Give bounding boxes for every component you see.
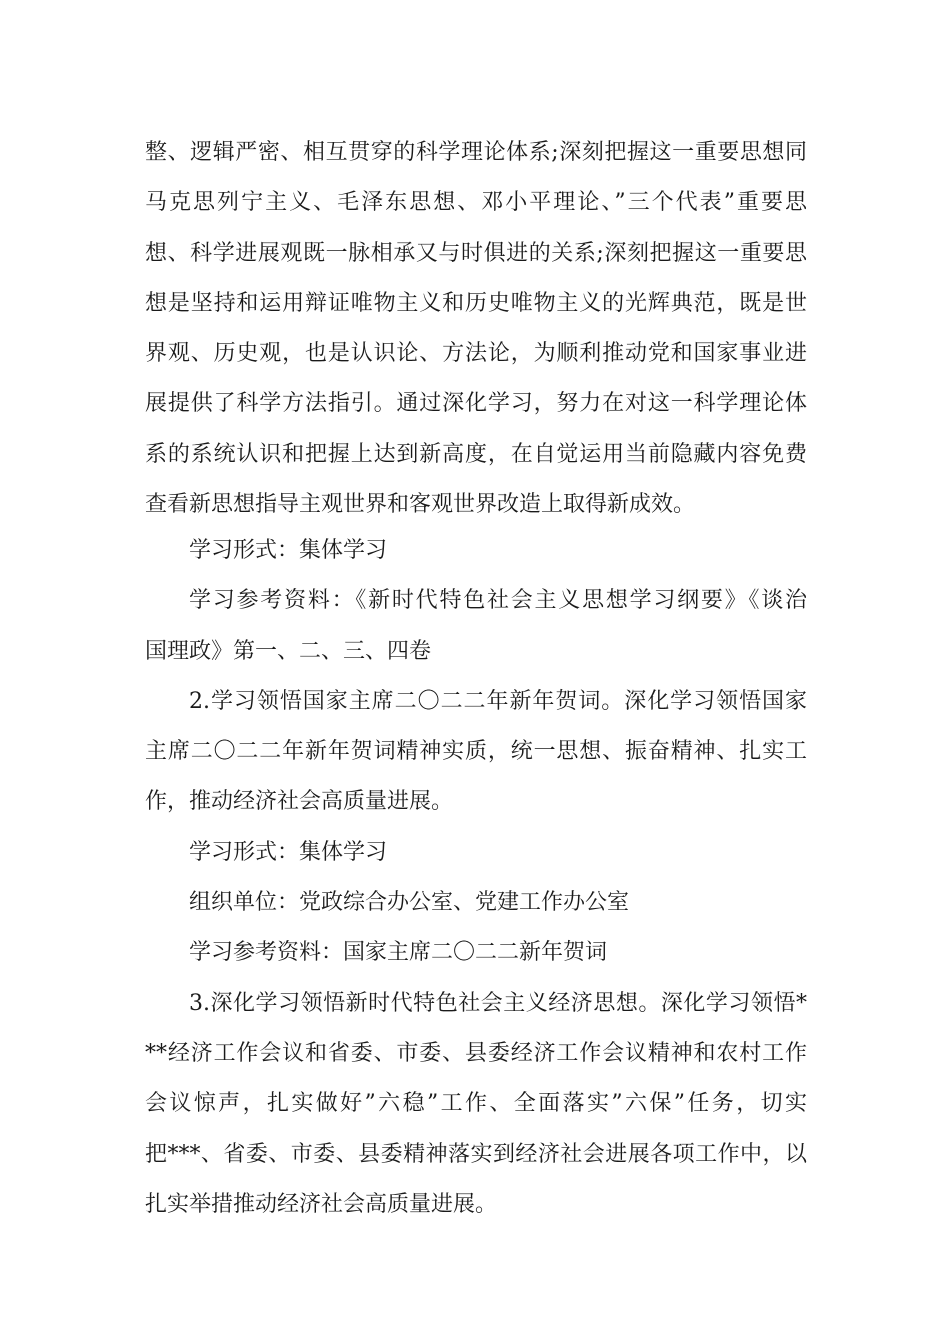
text-line: 展提供了科学方法指引。通过深化学习，努力在对这一科学理论体	[145, 391, 807, 417]
reference-material-line: 学习参考资料：国家主席二〇二二新年贺词	[189, 940, 608, 966]
item-3-heading-line: 3.深化学习领悟新时代特色社会主义经济思想。深化学习领悟*	[189, 990, 807, 1016]
text-line: 作，推动经济社会高质量进展。	[145, 789, 454, 815]
item-2-heading-line: 2.学习领悟国家主席二〇二二年新年贺词。深化学习领悟国家	[189, 688, 807, 714]
reference-material-line: 学习参考资料：《新时代特色社会主义思想学习纲要》《谈治	[189, 588, 807, 614]
body-text-upper	[145, 128, 807, 530]
text-line: 整、逻辑严密、相互贯穿的科学理论体系;深刻把握这一重要思想同	[145, 140, 807, 165]
text-line: 想是坚持和运用辩证唯物主义和历史唯物主义的光辉典范，既是世	[145, 290, 807, 316]
organizer-line: 组织单位：党政综合办公室、党建工作办公室	[189, 890, 630, 916]
text-line: 国理政》第一、二、三、四卷	[145, 638, 432, 664]
text-line: 会议惊声，扎实做好”六稳”工作、全面落实”六保”任务，切实	[145, 1091, 807, 1117]
text-line: 把***、省委、市委、县委精神落实到经济社会进展各项工作中，以	[145, 1141, 807, 1167]
text-line: 界观、历史观，也是认识论、方法论，为顺利推动党和国家事业进	[145, 341, 807, 367]
text-line: **经济工作会议和省委、市委、县委经济工作会议精神和农村工作	[145, 1040, 807, 1066]
text-line: 扎实举措推动经济社会高质量进展。	[145, 1191, 498, 1217]
text-line: 查看新思想指导主观世界和客观世界改造上取得新成效。	[145, 492, 696, 518]
text-line: 主席二〇二二年新年贺词精神实质，统一思想、振奋精神、扎实工	[145, 739, 807, 765]
text-line: 马克思列宁主义、毛泽东思想、邓小平理论、”三个代表”重要思	[145, 190, 807, 216]
text-line: 系的系统认识和把握上达到新高度，在自觉运用当前隐藏内容免费	[145, 441, 807, 467]
body-text-lower	[145, 526, 807, 1230]
text-line: 想、科学进展观既一脉相承又与时俱进的关系;深刻把握这一重要思	[145, 240, 807, 266]
study-form-line: 学习形式：集体学习	[189, 839, 388, 865]
study-form-line: 学习形式：集体学习	[189, 538, 388, 563]
